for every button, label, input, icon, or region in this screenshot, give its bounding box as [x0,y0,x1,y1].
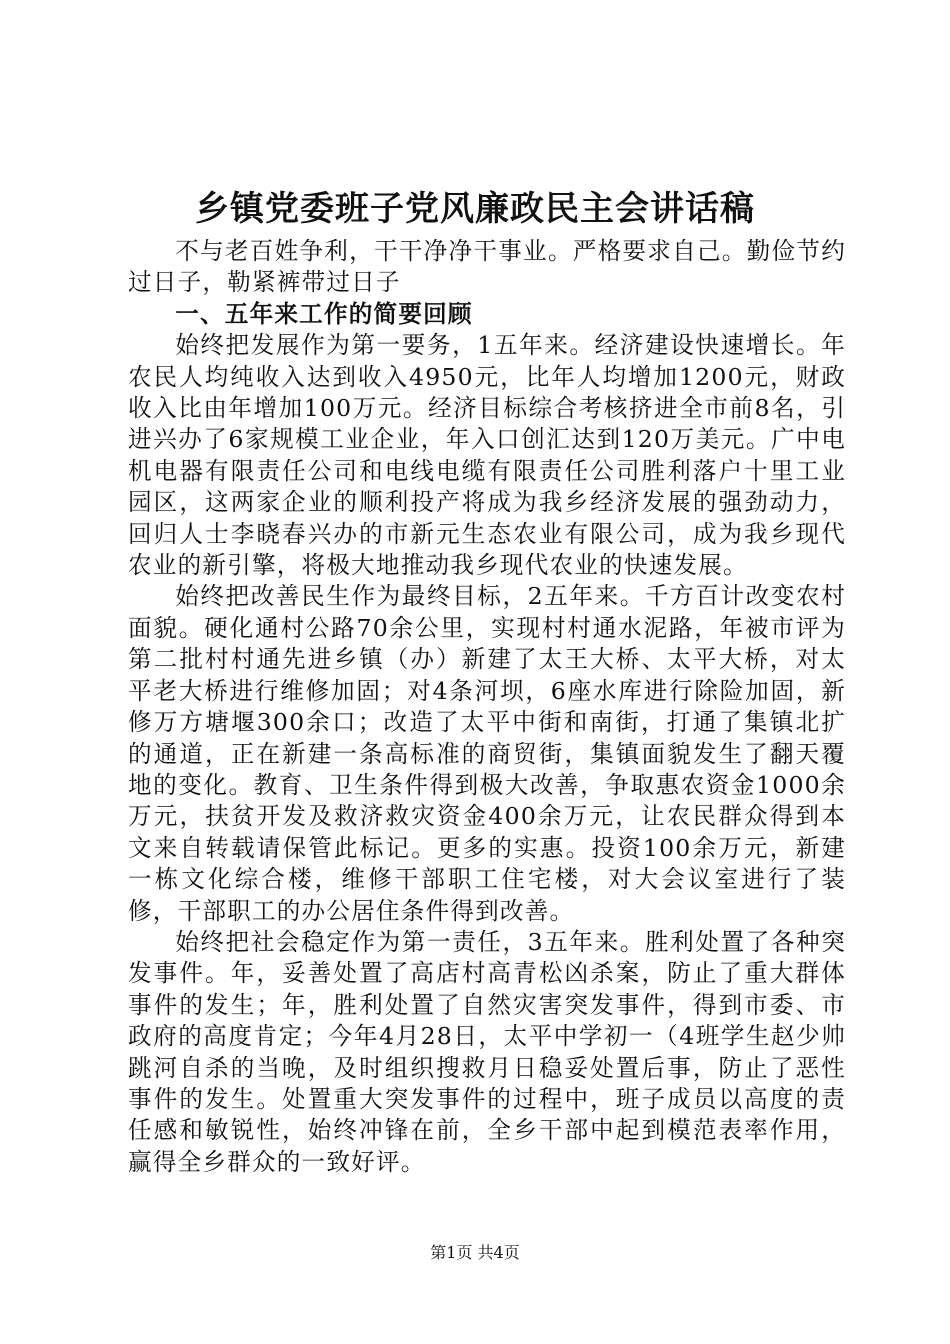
section-heading: 一、五年来工作的简要回顾 [175,299,473,328]
body-paragraph-development: 始终把发展作为第一要务，1五年来。经济建设快速增长。年农民人均纯收入达到收入4950元，比年人均增加1200元，财政收入比由年增加100万元。经济目标综合考核挤进全市前8名，引进兴办了6家规模工业企业，年入口创汇达到120万美元。广中电机电器有限责任公司和电线电缆有限责任公司胜利落户十里工业园区，这两家企业的顺利投产将成为我乡经济发展的强劲动力，回归人士李晓春兴办的市新元生态农业有限公司，成为我乡现代农业的新引擎，将极大地推动我乡现代农业的快速发展。 [128,331,846,580]
document-title: 乡镇党委班子党风廉政民主会讲话稿 [195,189,755,229]
body-paragraph-stability: 始终把社会稳定作为第一责任，3五年来。胜利处置了各种突发事件。年，妥善处置了高店村高青松凶杀案，防止了重大群体事件的发生；年，胜利处置了自然灾害突发事件，得到市委、市政府的高度肯定；今年4月28日，太平中学初一（4班学生赵少帅跳河自杀的当晚，及时组织搜救月日稳妥处置后事，防止了恶性事件的发生。处置重大突发事件的过程中，班子成员以高度的责任感和敏锐性，始终冲锋在前，全乡干部中起到模范表率作用，赢得全乡群众的一致好评。 [128,927,846,1176]
page-footer: 第1页 共4页 [430,1243,520,1262]
body-paragraph-livelihood: 始终把改善民生作为最终目标，2五年来。千方百计改变农村面貌。硬化通村公路70余公里，实现村村通水泥路，年被市评为第二批村村通先进乡镇（办）新建了太王大桥、太平大桥，对太平老大桥进行维修加固；对4条河坝，6座水库进行除险加固，新修万方塘堰300余口；改造了太平中街和南街，打通了集镇北扩的通道，正在新建一条高标准的商贸街，集镇面貌发生了翻天覆地的变化。教育、卫生条件得到极大改善，争取惠农资金1000余万元，扶贫开发及救济救灾资金400余万元，让农民群众得到本文来自转载请保管此标记。更多的实惠。投资100余万元，新建一栋文化综合楼，维修干部职工住宅楼，对大会议室进行了装修，干部职工的办公居住条件得到改善。 [128,582,846,925]
document-body [128,236,846,1178]
intro-paragraph: 不与老百姓争利，干干净净干事业。严格要求自己。勤俭节约过日子，勒紧裤带过日子 [128,237,846,297]
